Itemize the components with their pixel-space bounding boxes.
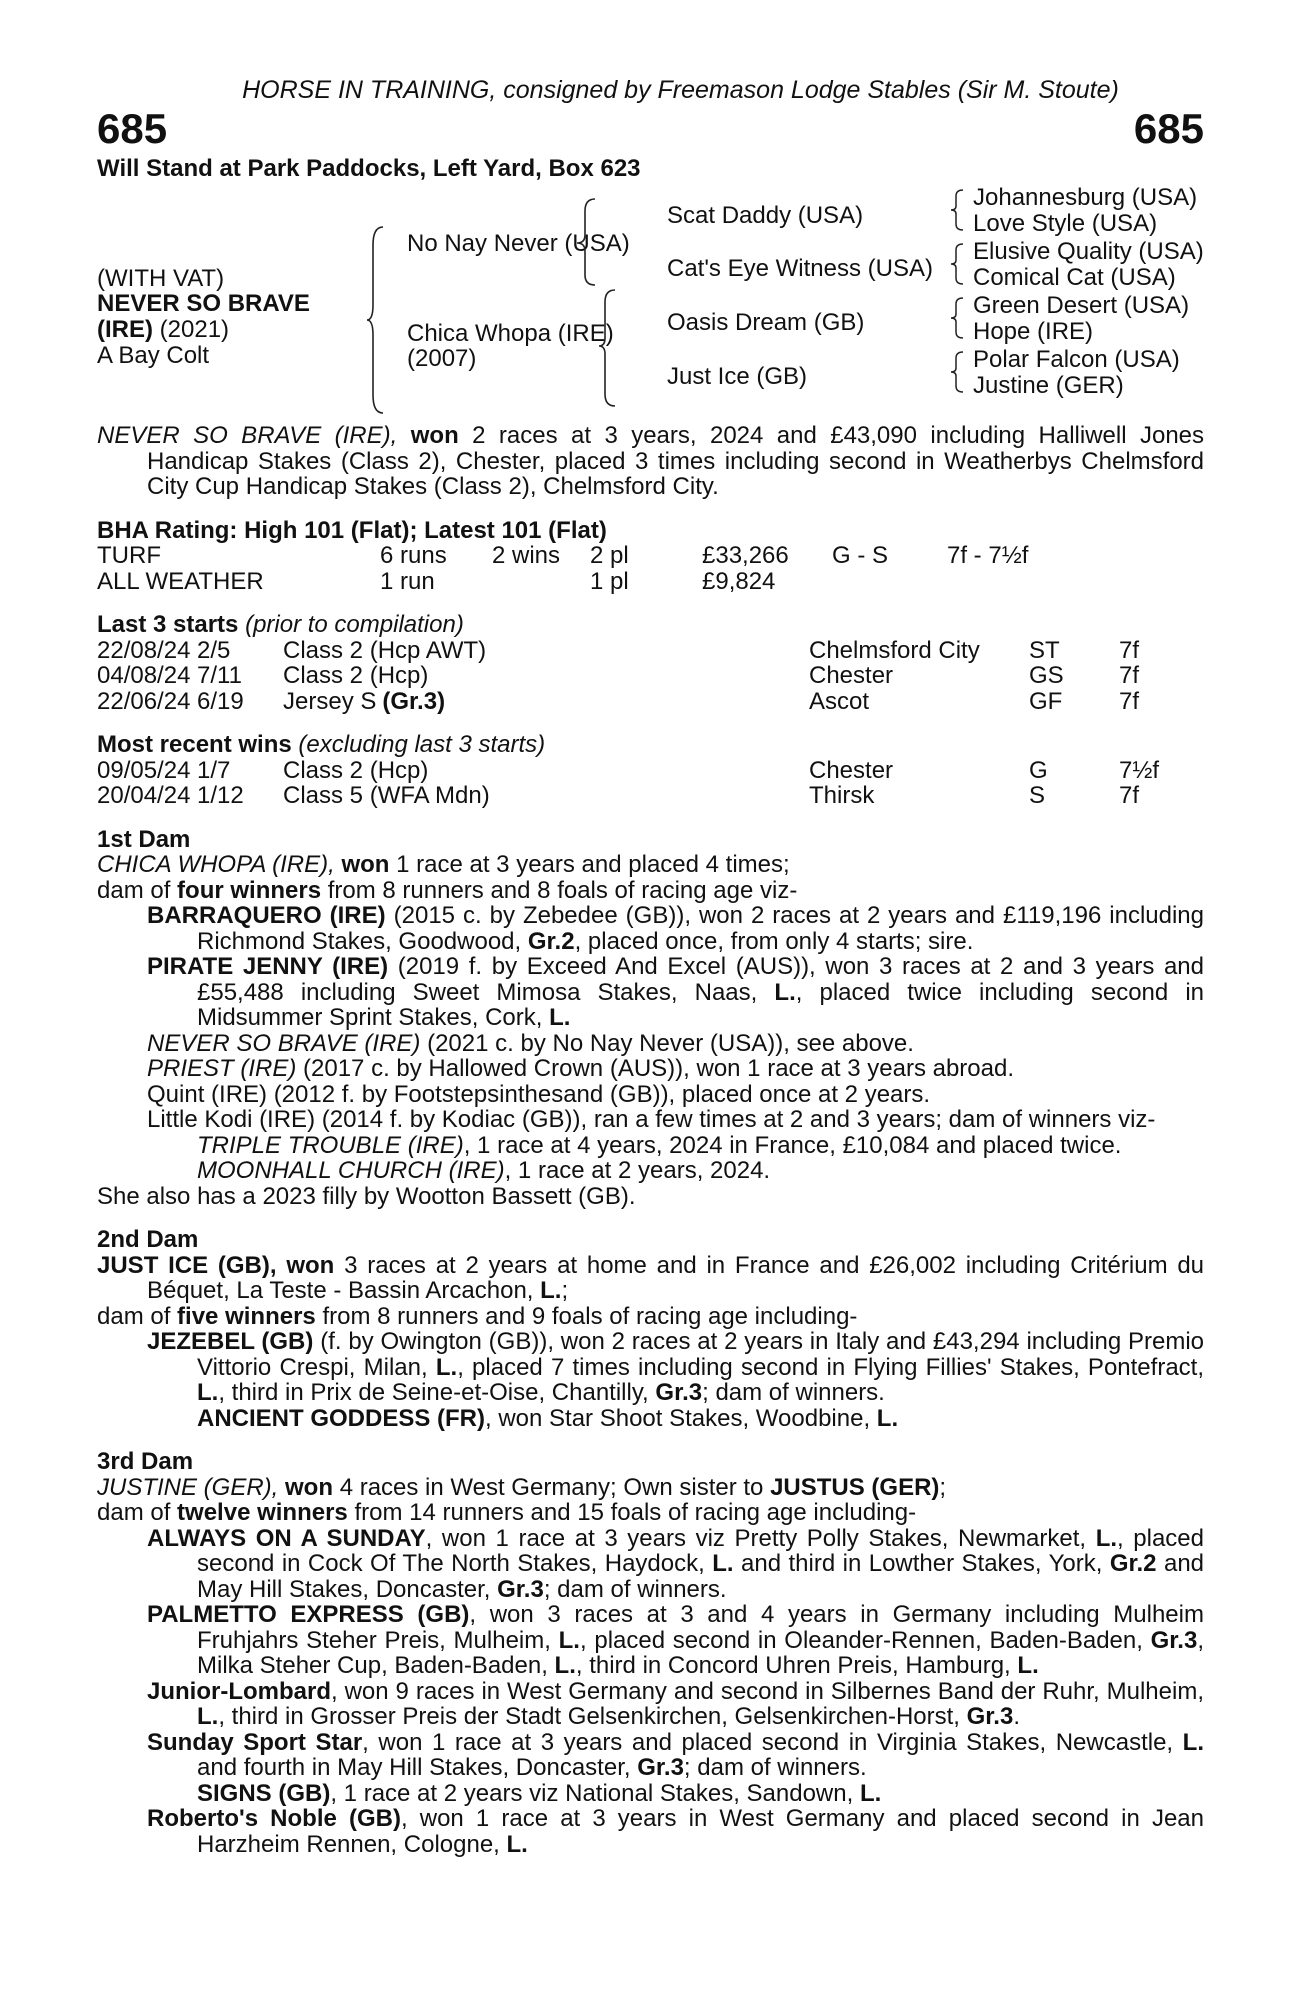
catalogue-page (97, 78, 1204, 1857)
ped-ds: Oasis Dream (GB) (667, 309, 865, 336)
dam2-title: 2nd Dam (97, 1226, 199, 1253)
last3-cell: 22/08/24 (97, 636, 191, 664)
rating-cell (947, 569, 1087, 595)
rating-cell: G - S (832, 542, 889, 569)
last3-cell: 04/08/24 (97, 662, 191, 689)
last3-cell: Chester (809, 662, 894, 689)
rating-cell: ALL WEATHER (97, 567, 264, 595)
rating-section (97, 518, 1204, 595)
last3-note: (prior to compilation) (245, 611, 464, 638)
dam2-line1: JUST ICE (GB), won 3 races at 2 years at home and in France and £26,002 including Critérium du Béquet, La Teste - Bassin Arcachon, L.; (97, 1251, 1205, 1304)
dam3-produce-3: Junior-Lombard, won 9 races in West Germany and second in Silbernes Band der Ruhr, Mulheim, L., third in Grosser Preis der Stadt Gelsenkirchen, Gelsenkirchen-Horst, Gr.3. (147, 1677, 1204, 1730)
rating-cell (832, 569, 947, 595)
brace-main (365, 225, 387, 415)
dam1-section (97, 827, 1204, 1210)
wins-cell: 1/7 (197, 756, 231, 784)
dam1-produce-4: PRIEST (IRE) (2017 c. by Hallowed Crown (AUS)), won 1 race at 3 years abroad. (147, 1055, 1015, 1082)
last3-cell: Ascot (809, 687, 870, 715)
dam1-produce-1: BARRAQUERO (IRE) (2015 c. by Zebedee (GB)), won 2 races at 2 years and £119,196 including Richmond Stakes, Goodwood, Gr.2, placed once, from only 4 starts; sire. (147, 902, 1205, 955)
dam1-grand-2: MOONHALL CHURCH (IRE), 1 race at 2 years, 2024. (197, 1157, 771, 1184)
wins-section (97, 732, 1204, 809)
horse-desc: A Bay Colt (97, 342, 210, 369)
dam1-title: 1st Dam (97, 825, 191, 853)
wins-cell: Class 5 (WFA Mdn) (283, 782, 490, 809)
dam3-produce-5: Roberto's Noble (GB), won 1 race at 3 years in West Germany and placed second in Jean Harzheim Rennen, Cologne, L. (147, 1805, 1204, 1858)
wins-cell: 7½f (1119, 756, 1160, 784)
dam2-grand-1: ANCIENT GODDESS (FR), won Star Shoot Stakes, Woodbine, L. (197, 1404, 899, 1432)
rating-cell: 1 run (380, 567, 435, 595)
rating-cell: 1 pl (590, 567, 629, 595)
ped-sdd: Comical Cat (USA) (973, 264, 1176, 291)
lot-number-row (97, 106, 1204, 152)
page-header: HORSE IN TRAINING, consigned by Freemason Lodge Stables (Sir M. Stoute) (242, 76, 1119, 104)
last3-title: Last 3 starts (97, 611, 239, 638)
rating-title: BHA Rating: High 101 (Flat); Latest 101 (Flat) (97, 516, 607, 544)
ped-ddd: Justine (GER) (973, 372, 1124, 399)
last3-row (97, 638, 1204, 664)
dam3-produce-1: ALWAYS ON A SUNDAY, won 1 race at 3 years viz Pretty Polly Stakes, Newmarket, L., placed second in Cock Of The North Stakes, Haydock, L. and third in Lowther Stakes, York, Gr.2 and May Hill Stakes, Doncaster, Gr.3; dam of winners. (147, 1524, 1205, 1603)
last3-rows (97, 638, 1204, 715)
wins-cell: S (1029, 782, 1046, 809)
last3-cell: 6/19 (197, 687, 244, 715)
last3-cell (492, 638, 809, 664)
lot-number-right: 685 (1133, 104, 1204, 152)
ped-dam: Chica Whopa (IRE) (407, 320, 614, 347)
last3-cell: Class 2 (Hcp AWT) (283, 636, 487, 664)
horse-summary (97, 423, 1204, 500)
ped-ss: Scat Daddy (USA) (667, 202, 864, 229)
dam1-produce-6: Little Kodi (IRE) (2014 f. by Kodiac (GB)), ran a few times at 2 and 3 years; dam of winners viz- (147, 1106, 1156, 1133)
brace-ds (949, 296, 965, 340)
last3-cell: 2/5 (197, 636, 231, 664)
last3-cell: (Gr.3) (382, 687, 446, 715)
ped-sss: Johannesburg (USA) (973, 184, 1198, 211)
stand-location: Will Stand at Park Paddocks, Left Yard, Box 623 (97, 154, 641, 182)
rating-cell: TURF (97, 542, 161, 569)
dam3-produce-2: PALMETTO EXPRESS (GB), won 3 races at 3 and 4 years in Germany including Mulheim Fruhjahrs Steher Preis, Mulheim, L., placed second in Oleander-Rennen, Baden-Baden, Gr.3, Milka Steher Cup, Baden-Baden, L., third in Concord Uhren Preis, Hamburg, L. (147, 1601, 1204, 1679)
ped-dss: Green Desert (USA) (973, 292, 1190, 319)
brace-dd (949, 350, 965, 394)
rating-row (97, 569, 1204, 595)
last3-cell: 7f (1119, 636, 1140, 664)
last3-cell: Class 2 (Hcp) (283, 662, 429, 689)
rating-cell: £33,266 (702, 542, 789, 569)
dam3-section (97, 1449, 1204, 1857)
ped-sds: Elusive Quality (USA) (973, 238, 1204, 265)
wins-cell: Thirsk (809, 782, 875, 809)
ped-dsd: Hope (IRE) (973, 318, 1094, 345)
dam1-note: She also has a 2023 filly by Wootton Bassett (GB). (97, 1182, 636, 1210)
rating-cell: 2 pl (590, 542, 629, 569)
wins-row (97, 783, 1204, 809)
ped-dds: Polar Falcon (USA) (973, 346, 1180, 373)
dam2-line2: dam of five winners from 8 runners and 9 foals of racing age including- (97, 1302, 858, 1330)
wins-cell: 1/12 (197, 782, 244, 809)
rating-cell (492, 569, 590, 595)
wins-rows (97, 758, 1204, 809)
brace-ss (949, 188, 965, 232)
wins-cell: Chester (809, 756, 894, 784)
last3-section (97, 612, 1204, 714)
lot-number-left: 685 (97, 104, 168, 152)
dam2-section (97, 1227, 1204, 1431)
last3-row (97, 689, 1204, 715)
last3-cell: Chelmsford City (809, 636, 980, 664)
wins-cell: Class 2 (Hcp) (283, 756, 429, 784)
horse-country-year (97, 317, 229, 343)
wins-note: (excluding last 3 starts) (298, 731, 546, 758)
summary-text: 2 races at 3 years, 2024 and £43,090 including Halliwell Jones Handicap Stakes (Class 2), Chester, placed 3 times including second in Weatherbys Chelmsford City Cup Handicap Stakes (Class 2), Chelmsford City. (147, 422, 1205, 500)
last3-cell: Jersey S (283, 687, 377, 715)
dam1-produce-5: Quint (IRE) (2012 f. by Footstepsinthesand (GB)), placed once at 2 years. (147, 1080, 931, 1108)
dam3-line2: dam of twelve winners from 14 runners and 15 foals of racing age including- (97, 1499, 917, 1526)
dam1-grand-1: TRIPLE TROUBLE (IRE), 1 race at 4 years, 2024 in France, £10,084 and placed twice. (197, 1131, 1122, 1159)
vat-note: (WITH VAT) (97, 265, 225, 292)
dam1-line1: CHICA WHOPA (IRE), won 1 race at 3 years and placed 4 times; (97, 851, 790, 878)
wins-cell: 20/04/24 (97, 782, 191, 809)
ped-sd: Cat's Eye Witness (USA) (667, 255, 933, 282)
dam3-produce-4: Sunday Sport Star, won 1 race at 3 years and placed second in Virginia Stakes, Newcastle, L. and fourth in May Hill Stakes, Doncaster, Gr.3; dam of winners. (147, 1728, 1204, 1781)
dam2-produce-1: JEZEBEL (GB) (f. by Owington (GB)), won 2 races at 2 years in Italy and £43,294 including Premio Vittorio Crespi, Milan, L., placed 7 times including second in Flying Fillies' Stakes, Pontefract, L., third in Prix de Seine-et-Oise, Chantilly, Gr.3; dam of winners. (147, 1328, 1205, 1406)
ped-sire: No Nay Never (USA) (407, 230, 630, 257)
last3-cell: 7/11 (197, 662, 242, 689)
dam1-line2: dam of four winners from 8 runners and 8 foals of racing age viz- (97, 876, 798, 904)
ped-ssd: Love Style (USA) (973, 210, 1158, 237)
dam3-title: 3rd Dam (97, 1448, 194, 1475)
rating-cell: 2 wins (492, 542, 561, 569)
wins-cell: 7f (1119, 782, 1140, 809)
wins-title: Most recent wins (97, 731, 292, 758)
last3-row (97, 663, 1204, 689)
rating-cell: £9,824 (702, 567, 776, 595)
dam3-grand-1: SIGNS (GB), 1 race at 2 years viz National Stakes, Sandown, L. (197, 1779, 882, 1807)
dam3-line1: JUSTINE (GER), won 4 races in West Germany; Own sister to JUSTUS (GER); (97, 1473, 947, 1501)
brace-sire (575, 197, 599, 287)
rating-cell: 7f - 7½f (947, 542, 1029, 569)
brace-dam (597, 288, 619, 408)
horse-year: (2021) (159, 316, 230, 343)
horse-name: NEVER SO BRAVE (97, 290, 310, 317)
wins-cell: 09/05/24 (97, 756, 191, 784)
last3-cell: 7f (1119, 662, 1140, 689)
brace-sd (949, 242, 965, 286)
summary-won: won (410, 422, 459, 449)
last3-cell: ST (1029, 636, 1060, 664)
horse-country: (IRE) (97, 316, 153, 343)
wins-cell: G (1029, 756, 1048, 784)
rating-row (97, 543, 1204, 569)
ped-dam-year: (2007) (407, 345, 477, 372)
last3-cell: GF (1029, 687, 1063, 715)
last3-cell: 7f (1119, 687, 1140, 715)
wins-row (97, 758, 1204, 784)
dam1-produce-3: NEVER SO BRAVE (IRE) (2021 c. by No Nay Never (USA)), see above. (147, 1029, 914, 1057)
last3-cell: 22/06/24 (97, 687, 191, 715)
last3-cell (434, 663, 809, 689)
last3-cell: GS (1029, 662, 1064, 689)
rating-cell: 6 runs (380, 542, 447, 569)
pedigree-table (97, 183, 1204, 413)
rating-rows (97, 543, 1204, 594)
ped-dd: Just Ice (GB) (667, 363, 808, 390)
summary-name: NEVER SO BRAVE (IRE), (97, 422, 398, 449)
dam1-produce-2: PIRATE JENNY (IRE) (2019 f. by Exceed And Excel (AUS)), won 3 races at 2 and 3 years and £55,488 including Sweet Mimosa Stakes, Naas, L., placed twice including second in Midsummer Sprint Stakes, Cork, L. (147, 953, 1204, 1031)
